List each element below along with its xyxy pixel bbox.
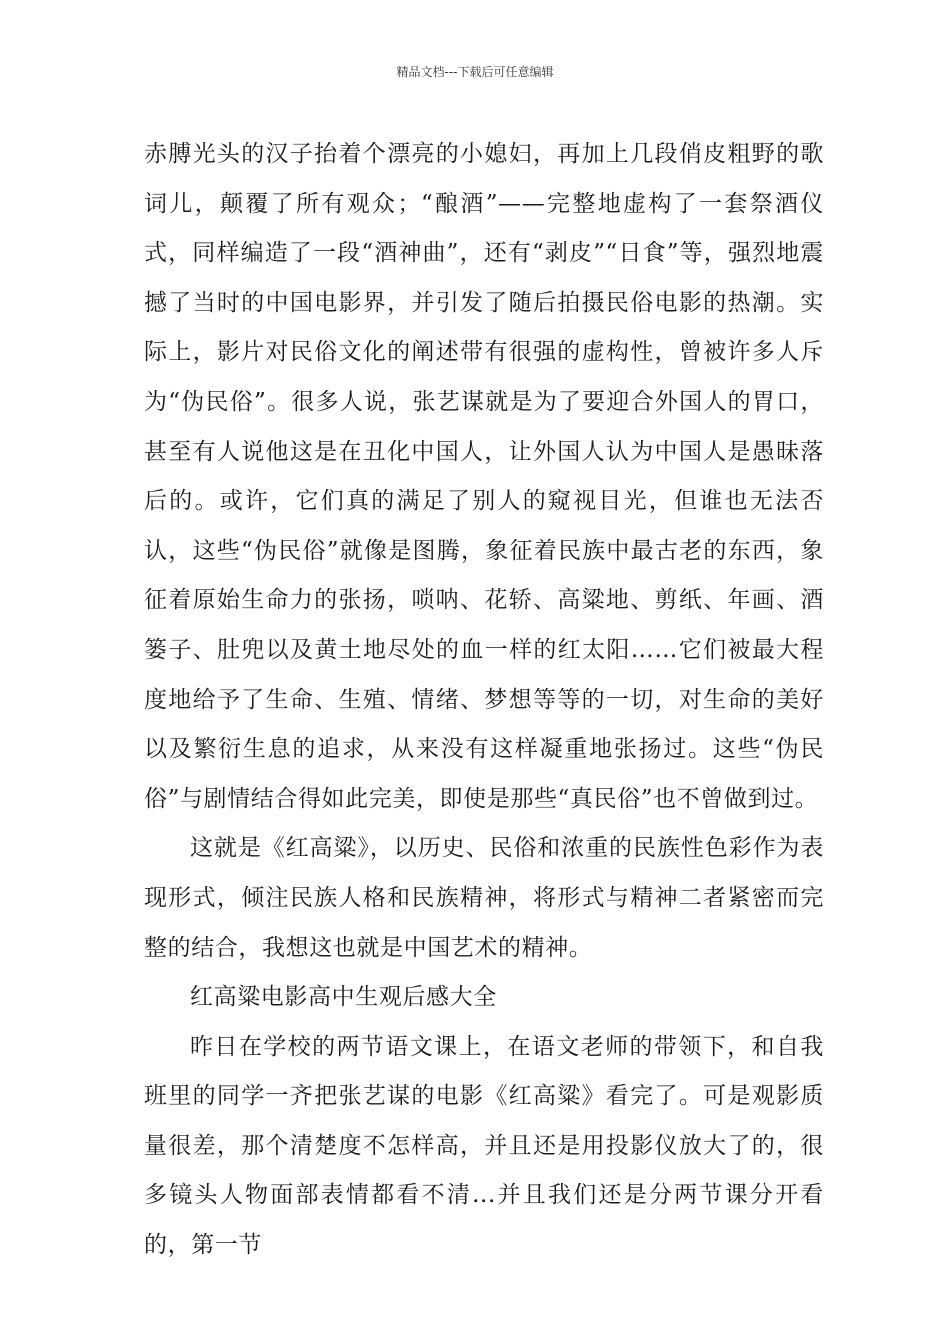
document-body — [144, 130, 824, 1271]
paragraph-folk-customs: 赤膊光头的汉子抬着个漂亮的小媳妇，再加上几段俏皮粗野的歌词儿，颠覆了所有观众；“酿酒”——完整地虚构了一套祭酒仪式，同样编造了一段“酒神曲”，还有“剥皮”“日食”等，强烈地震撼了当时的中国电影界，并引发了随后拍摄民俗电影的热潮。实际上，影片对民俗文化的阐述带有很强的虚构性，曾被许多人斥为“伪民俗”。很多人说，张艺谋就是为了要迎合外国人的胃口，甚至有人说他这是在丑化中国人，让外国人认为中国人是愚昧落后的。或许，它们真的满足了别人的窥视目光，但谁也无法否认，这些“伪民俗”就像是图腾，象征着民族中最古老的东西，象征着原始生命力的张扬，唢呐、花轿、高粱地、剪纸、年画、酒篓子、肚兜以及黄土地尽处的血一样的红太阳……它们被最大程度地给予了生命、生殖、情绪、梦想等等的一切，对生命的美好以及繁衍生息的追求，从来没有这样凝重地张扬过。这些“伪民俗”与剧情结合得如此完美，即使是那些“真民俗”也不曾做到过。 — [144, 141, 824, 812]
page-header: 精品文档---下载后可任意编辑 — [396, 65, 554, 79]
paragraph-red-sorghum-summary: 这就是《红高粱》，以历史、民俗和浓重的民族性色彩作为表现形式，倾注民族人格和民族精神，将形式与精神二者紧密而完整的结合，我想这也就是中国艺术的精神。 — [144, 835, 824, 961]
section-title: 红高粱电影高中生观后感大全 — [190, 984, 497, 1011]
paragraph-class-viewing: 昨日在学校的两节语文课上，在语文老师的带领下，和自我班里的同学一齐把张艺谋的电影《红高粱》看完了。可是观影质量很差，那个清楚度不怎样高，并且还是用投影仪放大了的，很多镜头人物面部表情都看不清...并且我们还是分两节课分开看的，第一节 — [144, 1033, 824, 1259]
